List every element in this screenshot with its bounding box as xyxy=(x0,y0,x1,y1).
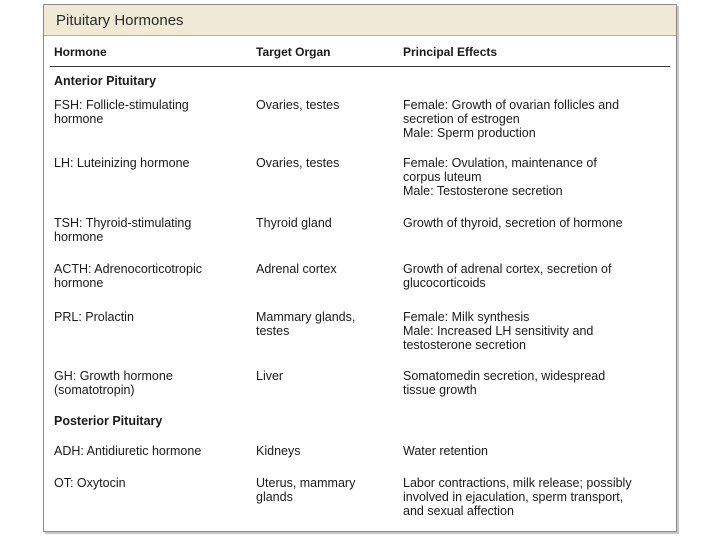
column-header-target: Target Organ xyxy=(256,45,331,59)
cell-hormone: OT: Oxytocin xyxy=(54,476,126,490)
cell-target: Ovaries, testes xyxy=(256,156,340,170)
cell-hormone: LH: Luteinizing hormone xyxy=(54,156,190,170)
cell-hormone: TSH: Thyroid-stimulating hormone xyxy=(54,216,192,244)
cell-effects: Female: Milk synthesis Male: Increased LH sensitivity and testosterone secretion xyxy=(403,310,594,352)
cell-target: Uterus, mammary glands xyxy=(256,476,356,504)
hormone-table-card xyxy=(43,4,677,532)
cell-target: Thyroid gland xyxy=(256,216,332,230)
header-divider xyxy=(50,66,670,67)
column-header-effects: Principal Effects xyxy=(403,45,498,59)
section-posterior-pituitary: Posterior Pituitary xyxy=(54,414,163,428)
cell-hormone: FSH: Follicle-stimulating hormone xyxy=(54,98,189,126)
section-anterior-pituitary: Anterior Pituitary xyxy=(54,74,157,88)
cell-target: Adrenal cortex xyxy=(256,262,337,276)
cell-effects: Growth of adrenal cortex, secretion of glucocorticoids xyxy=(403,262,612,290)
cell-effects: Female: Ovulation, maintenance of corpus luteum Male: Testosterone secretion xyxy=(403,156,597,198)
cell-effects: Labor contractions, milk release; possibly involved in ejaculation, sperm transport, and sexual affection xyxy=(403,476,632,518)
cell-effects: Female: Growth of ovarian follicles and secretion of estrogen Male: Sperm production xyxy=(403,98,620,140)
cell-target: Liver xyxy=(256,369,284,383)
cell-hormone: ADH: Antidiuretic hormone xyxy=(54,444,202,458)
cell-target: Ovaries, testes xyxy=(256,98,340,112)
cell-target: Kidneys xyxy=(256,444,301,458)
table-title: Pituitary Hormones xyxy=(44,5,676,36)
cell-effects: Growth of thyroid, secretion of hormone xyxy=(403,216,623,230)
cell-hormone: ACTH: Adrenocorticotropic hormone xyxy=(54,262,202,290)
cell-effects: Somatomedin secretion, widespread tissue growth xyxy=(403,369,606,397)
column-header-hormone: Hormone xyxy=(54,45,107,59)
cell-effects: Water retention xyxy=(403,444,488,458)
column-header-row xyxy=(44,45,676,65)
cell-hormone: PRL: Prolactin xyxy=(54,310,134,324)
cell-hormone: GH: Growth hormone (somatotropin) xyxy=(54,369,173,397)
cell-target: Mammary glands, testes xyxy=(256,310,356,338)
